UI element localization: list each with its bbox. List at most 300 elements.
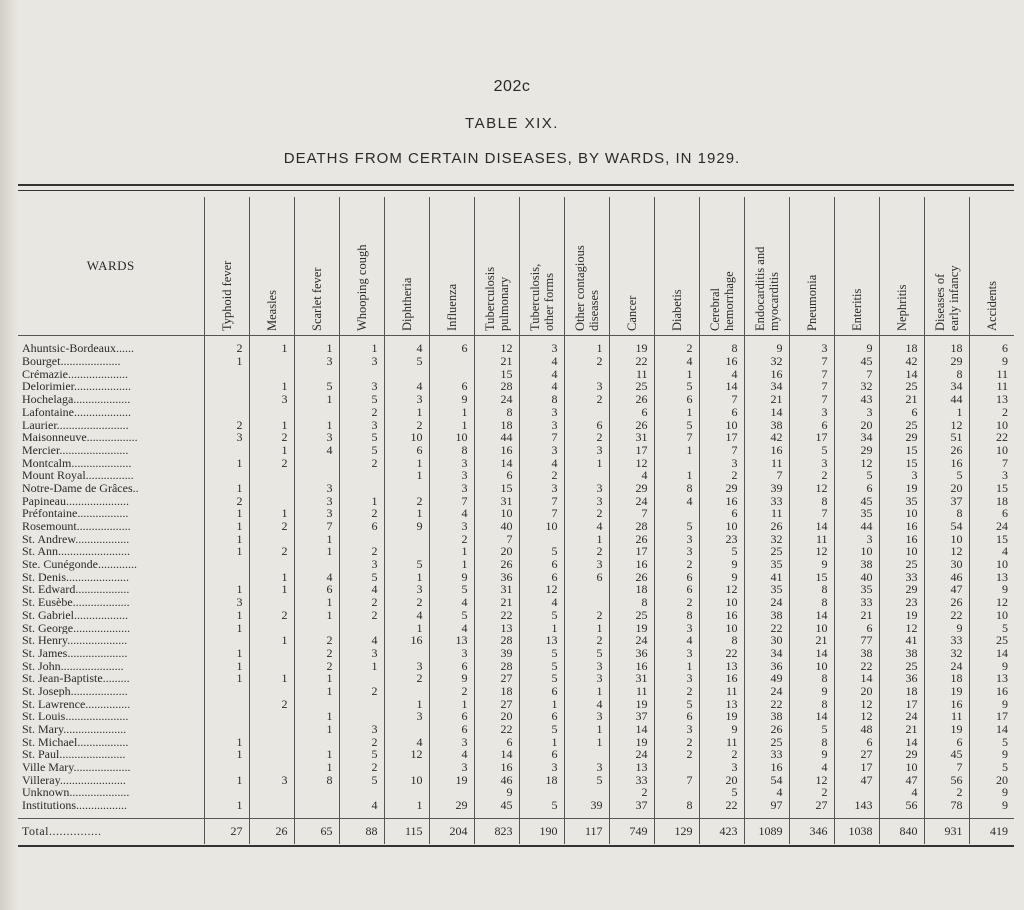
ward-name: Ste. Cunégonde............. [22, 557, 137, 571]
cell-value: 12 [699, 583, 744, 596]
ward-name: Laurier........................ [22, 418, 129, 432]
cell-value: 5 [519, 799, 564, 812]
cell-value: 24 [924, 659, 969, 672]
cell-value: 9 [789, 748, 834, 761]
cell-value: 2 [249, 545, 294, 558]
cell-value [384, 685, 429, 698]
cell-value: 10 [924, 533, 969, 546]
cell-value: 19 [699, 710, 744, 723]
cell-value: 1 [204, 647, 249, 660]
cell-value: 14 [879, 368, 924, 381]
cell-value: 5 [339, 393, 384, 406]
cell-value: 4 [879, 786, 924, 799]
ward-name: St. George................... [22, 621, 131, 635]
cell-value: 6 [564, 418, 609, 431]
cell-value: 10 [879, 545, 924, 558]
cell-value [249, 736, 294, 749]
cell-value: 1 [204, 659, 249, 672]
cell-value: 4 [519, 380, 564, 393]
cell-value: 22 [474, 609, 519, 622]
cell-value: 31 [609, 431, 654, 444]
cell-value: 34 [744, 380, 789, 393]
cell-value: 39 [474, 647, 519, 660]
table-row [18, 786, 1014, 799]
cell-value: 6 [699, 406, 744, 419]
cell-value: 2 [789, 469, 834, 482]
cell-value: 17 [789, 431, 834, 444]
cell-value: 3 [519, 482, 564, 495]
cell-value: 5 [339, 748, 384, 761]
cell-value: 4 [429, 507, 474, 520]
cell-value: 8 [294, 774, 339, 787]
column-header-label: Scarlet fever [309, 267, 324, 331]
cell-value: 5 [519, 545, 564, 558]
cell-value: 10 [699, 418, 744, 431]
cell-value [654, 786, 699, 799]
cell-value: 9 [969, 659, 1014, 672]
cell-value: 3 [564, 444, 609, 457]
cell-value: 9 [834, 336, 879, 355]
cell-value: 1 [204, 533, 249, 546]
cell-value: 44 [924, 393, 969, 406]
cell-value [294, 368, 339, 381]
cell-value: 4 [519, 456, 564, 469]
cell-value: 11 [744, 456, 789, 469]
cell-value: 5 [654, 697, 699, 710]
column-header [339, 197, 384, 336]
total-value: 26 [249, 818, 294, 844]
cell-value: 6 [384, 444, 429, 457]
cell-value: 21 [744, 393, 789, 406]
cell-value: 23 [699, 533, 744, 546]
cell-value: 36 [474, 571, 519, 584]
column-header-label: Diabetis [669, 289, 684, 331]
cell-value: 9 [429, 672, 474, 685]
cell-value: 5 [924, 469, 969, 482]
cell-value: 1 [339, 659, 384, 672]
cell-value: 31 [609, 672, 654, 685]
ward-name: Notre-Dame de Grâces.. [22, 481, 139, 495]
table-row [18, 583, 1014, 596]
cell-value [204, 786, 249, 799]
cell-value: 29 [879, 431, 924, 444]
spacer-cell [609, 812, 654, 819]
cell-value: 4 [429, 621, 474, 634]
cell-value: 4 [654, 355, 699, 368]
cell-value [249, 621, 294, 634]
cell-value: 11 [969, 380, 1014, 393]
cell-value: 6 [969, 507, 1014, 520]
cell-value: 3 [564, 380, 609, 393]
page-fold-shadow [0, 0, 18, 910]
cell-value: 12 [924, 418, 969, 431]
cell-value: 13 [699, 659, 744, 672]
cell-value: 2 [564, 545, 609, 558]
table-row [18, 761, 1014, 774]
cell-value: 2 [699, 748, 744, 761]
cell-value [249, 368, 294, 381]
cell-value: 31 [474, 583, 519, 596]
ward-name: Mount Royal................ [22, 469, 134, 482]
cell-value: 5 [519, 672, 564, 685]
cell-value [339, 786, 384, 799]
cell-value: 2 [429, 533, 474, 546]
cell-value: 3 [294, 431, 339, 444]
cell-value: 3 [564, 494, 609, 507]
cell-value [564, 583, 609, 596]
cell-value: 26 [609, 393, 654, 406]
cell-value: 12 [384, 748, 429, 761]
cell-value: 3 [519, 761, 564, 774]
cell-value: 3 [654, 723, 699, 736]
table-row [18, 723, 1014, 736]
cell-value: 39 [744, 482, 789, 495]
cell-value: 2 [609, 786, 654, 799]
cell-value: 1 [249, 336, 294, 355]
cell-value: 9 [789, 558, 834, 571]
cell-value: 25 [969, 634, 1014, 647]
cell-value: 9 [384, 520, 429, 533]
cell-value: 4 [294, 444, 339, 457]
table-row [18, 672, 1014, 685]
spacer-cell [204, 812, 249, 819]
cell-value: 2 [204, 336, 249, 355]
top-rule-thick [18, 184, 1014, 186]
cell-value: 2 [654, 596, 699, 609]
table-body [18, 336, 1014, 845]
cell-value: 38 [879, 647, 924, 660]
cell-value: 3 [429, 647, 474, 660]
cell-value: 25 [609, 609, 654, 622]
cell-value: 2 [564, 609, 609, 622]
column-header-label: Typhoid fever [219, 260, 234, 331]
cell-value: 1 [294, 685, 339, 698]
cell-value [204, 685, 249, 698]
cell-value: 8 [924, 368, 969, 381]
cell-value: 2 [339, 685, 384, 698]
cell-value: 27 [474, 697, 519, 710]
cell-value: 3 [429, 456, 474, 469]
table-row [18, 507, 1014, 520]
cell-value [294, 469, 339, 482]
cell-value: 10 [969, 558, 1014, 571]
cell-value: 14 [969, 723, 1014, 736]
bottom-rule [18, 845, 1014, 847]
cell-value: 12 [834, 456, 879, 469]
cell-value: 35 [744, 558, 789, 571]
cell-value: 24 [474, 393, 519, 406]
cell-value: 8 [924, 507, 969, 520]
cell-value: 5 [564, 774, 609, 787]
cell-value: 19 [609, 736, 654, 749]
spacer-cell [654, 812, 699, 819]
total-label: Total............... [18, 818, 204, 844]
cell-value [429, 355, 474, 368]
cell-value: 4 [294, 571, 339, 584]
cell-value: 21 [474, 596, 519, 609]
cell-value: 6 [519, 685, 564, 698]
cell-value: 3 [654, 545, 699, 558]
cell-value: 25 [609, 380, 654, 393]
cell-value [249, 355, 294, 368]
cell-value: 33 [609, 774, 654, 787]
cell-value: 47 [879, 774, 924, 787]
cell-value: 27 [474, 672, 519, 685]
cell-value: 1 [564, 621, 609, 634]
cell-value: 20 [474, 545, 519, 558]
cell-value: 6 [519, 558, 564, 571]
cell-value: 18 [474, 685, 519, 698]
spacer-cell [744, 812, 789, 819]
cell-value: 1 [294, 596, 339, 609]
cell-value: 3 [249, 393, 294, 406]
cell-value: 1 [294, 393, 339, 406]
cell-value: 16 [744, 368, 789, 381]
cell-value: 9 [969, 697, 1014, 710]
cell-value: 2 [204, 494, 249, 507]
cell-value: 5 [519, 723, 564, 736]
cell-value: 3 [294, 482, 339, 495]
ward-name: St. James.................... [22, 646, 128, 660]
column-header-label: Tuberculosis pulmonary [482, 266, 511, 331]
cell-value: 4 [339, 634, 384, 647]
ward-name: St. Edward.................. [22, 583, 130, 596]
cell-value: 9 [969, 799, 1014, 812]
cell-value: 3 [969, 469, 1014, 482]
cell-value: 17 [834, 761, 879, 774]
column-header-label: Measles [264, 290, 279, 331]
cell-value: 16 [969, 685, 1014, 698]
cell-value: 3 [654, 621, 699, 634]
cell-value [564, 406, 609, 419]
cell-value [204, 380, 249, 393]
cell-value: 4 [564, 520, 609, 533]
cell-value: 33 [744, 494, 789, 507]
cell-value: 5 [519, 647, 564, 660]
cell-value: 3 [204, 431, 249, 444]
cell-value: 20 [834, 685, 879, 698]
cell-value: 1 [519, 697, 564, 710]
cell-value [204, 368, 249, 381]
cell-value: 29 [924, 355, 969, 368]
column-header [879, 197, 924, 336]
cell-value [564, 469, 609, 482]
cell-value: 2 [969, 406, 1014, 419]
table-row [18, 393, 1014, 406]
cell-value: 3 [429, 469, 474, 482]
table-row [18, 431, 1014, 444]
cell-value: 3 [204, 596, 249, 609]
cell-value: 6 [924, 736, 969, 749]
ward-name: Crémazie.................... [22, 367, 128, 381]
cell-value: 12 [519, 583, 564, 596]
cell-value: 1 [249, 672, 294, 685]
cell-value: 1 [429, 418, 474, 431]
cell-value: 2 [654, 336, 699, 355]
cell-value: 21 [834, 609, 879, 622]
spacer-cell [789, 812, 834, 819]
cell-value: 26 [924, 444, 969, 457]
cell-value [204, 710, 249, 723]
cell-value: 77 [834, 634, 879, 647]
cell-value: 1 [429, 406, 474, 419]
cell-value: 18 [879, 336, 924, 355]
cell-value: 14 [789, 609, 834, 622]
cell-value: 2 [384, 494, 429, 507]
cell-value: 3 [564, 659, 609, 672]
cell-value: 22 [744, 621, 789, 634]
cell-value: 9 [969, 583, 1014, 596]
cell-value: 46 [924, 571, 969, 584]
column-header [699, 197, 744, 336]
cell-value: 18 [519, 774, 564, 787]
cell-value: 1 [249, 380, 294, 393]
cell-value: 5 [834, 469, 879, 482]
cell-value [249, 533, 294, 546]
cell-value: 24 [969, 520, 1014, 533]
cell-value: 12 [969, 596, 1014, 609]
table-row [18, 406, 1014, 419]
cell-value: 3 [339, 723, 384, 736]
cell-value: 4 [339, 799, 384, 812]
ward-name: St. Joseph................... [22, 684, 128, 698]
cell-value: 3 [339, 355, 384, 368]
ward-name: Bourget.................... [22, 354, 121, 368]
cell-value: 1 [294, 609, 339, 622]
cell-value: 1 [294, 533, 339, 546]
cell-value [249, 710, 294, 723]
cell-value: 2 [249, 456, 294, 469]
cell-value: 56 [879, 799, 924, 812]
spacer-cell [249, 812, 294, 819]
cell-value: 35 [879, 494, 924, 507]
cell-value: 16 [699, 672, 744, 685]
cell-value: 1 [384, 406, 429, 419]
cell-value: 1 [249, 583, 294, 596]
cell-value: 21 [879, 723, 924, 736]
cell-value: 16 [744, 761, 789, 774]
top-rule-thin [18, 190, 1014, 191]
cell-value [429, 786, 474, 799]
cell-value: 19 [429, 774, 474, 787]
ward-name: St. Michael................. [22, 735, 129, 749]
cell-value: 33 [924, 634, 969, 647]
cell-value: 24 [609, 494, 654, 507]
cell-value: 10 [384, 431, 429, 444]
cell-value: 11 [744, 507, 789, 520]
cell-value: 36 [744, 659, 789, 672]
cell-value [249, 685, 294, 698]
cell-value: 17 [609, 545, 654, 558]
column-header [969, 197, 1014, 336]
cell-value: 1 [384, 799, 429, 812]
cell-value: 29 [699, 482, 744, 495]
cell-value: 10 [699, 621, 744, 634]
cell-value: 1 [294, 761, 339, 774]
cell-value: 33 [834, 596, 879, 609]
cell-value: 11 [609, 368, 654, 381]
cell-value: 22 [744, 697, 789, 710]
cell-value: 15 [879, 444, 924, 457]
cell-value: 25 [744, 545, 789, 558]
cell-value: 11 [789, 533, 834, 546]
cell-value: 13 [429, 634, 474, 647]
cell-value: 26 [474, 558, 519, 571]
cell-value: 12 [834, 710, 879, 723]
cell-value: 27 [789, 799, 834, 812]
cell-value [339, 697, 384, 710]
cell-value: 6 [654, 710, 699, 723]
table-row [18, 647, 1014, 660]
cell-value: 2 [249, 697, 294, 710]
cell-value: 34 [744, 647, 789, 660]
ward-name: Ville Mary................... [22, 760, 131, 774]
ward-name: Ahuntsic-Bordeaux...... [22, 341, 134, 355]
cell-value: 4 [429, 748, 474, 761]
cell-value: 1 [654, 659, 699, 672]
cell-value: 54 [744, 774, 789, 787]
cell-value: 42 [744, 431, 789, 444]
cell-value: 6 [519, 571, 564, 584]
cell-value: 19 [924, 685, 969, 698]
cell-value: 1 [294, 418, 339, 431]
cell-value: 13 [519, 634, 564, 647]
cell-value: 13 [474, 621, 519, 634]
cell-value: 1 [249, 507, 294, 520]
cell-value: 1 [204, 583, 249, 596]
cell-value [654, 507, 699, 520]
cell-value: 6 [474, 469, 519, 482]
table-row [18, 456, 1014, 469]
cell-value [384, 545, 429, 558]
cell-value: 4 [789, 761, 834, 774]
cell-value [249, 558, 294, 571]
cell-value: 14 [744, 406, 789, 419]
cell-value: 40 [474, 520, 519, 533]
cell-value [429, 368, 474, 381]
cell-value: 37 [609, 799, 654, 812]
cell-value [294, 736, 339, 749]
table-row [18, 774, 1014, 787]
cell-value: 12 [879, 621, 924, 634]
cell-value: 1 [294, 336, 339, 355]
cell-value: 5 [429, 609, 474, 622]
spacer-cell [699, 812, 744, 819]
cell-value: 22 [969, 431, 1014, 444]
spacer-cell [339, 812, 384, 819]
total-value: 840 [879, 818, 924, 844]
cell-value: 2 [249, 520, 294, 533]
cell-value: 10 [969, 444, 1014, 457]
cell-value: 14 [474, 748, 519, 761]
cell-value: 7 [789, 355, 834, 368]
column-header [519, 197, 564, 336]
cell-value [249, 761, 294, 774]
cell-value: 2 [564, 431, 609, 444]
cell-value: 5 [654, 520, 699, 533]
total-value: 749 [609, 818, 654, 844]
cell-value: 1 [384, 469, 429, 482]
cell-value: 1 [204, 736, 249, 749]
cell-value: 6 [879, 406, 924, 419]
cell-value: 8 [789, 736, 834, 749]
cell-value: 1 [564, 456, 609, 469]
cell-value: 3 [564, 482, 609, 495]
cell-value: 3 [429, 482, 474, 495]
cell-value: 1 [204, 748, 249, 761]
cell-value: 11 [924, 710, 969, 723]
column-header [249, 197, 294, 336]
